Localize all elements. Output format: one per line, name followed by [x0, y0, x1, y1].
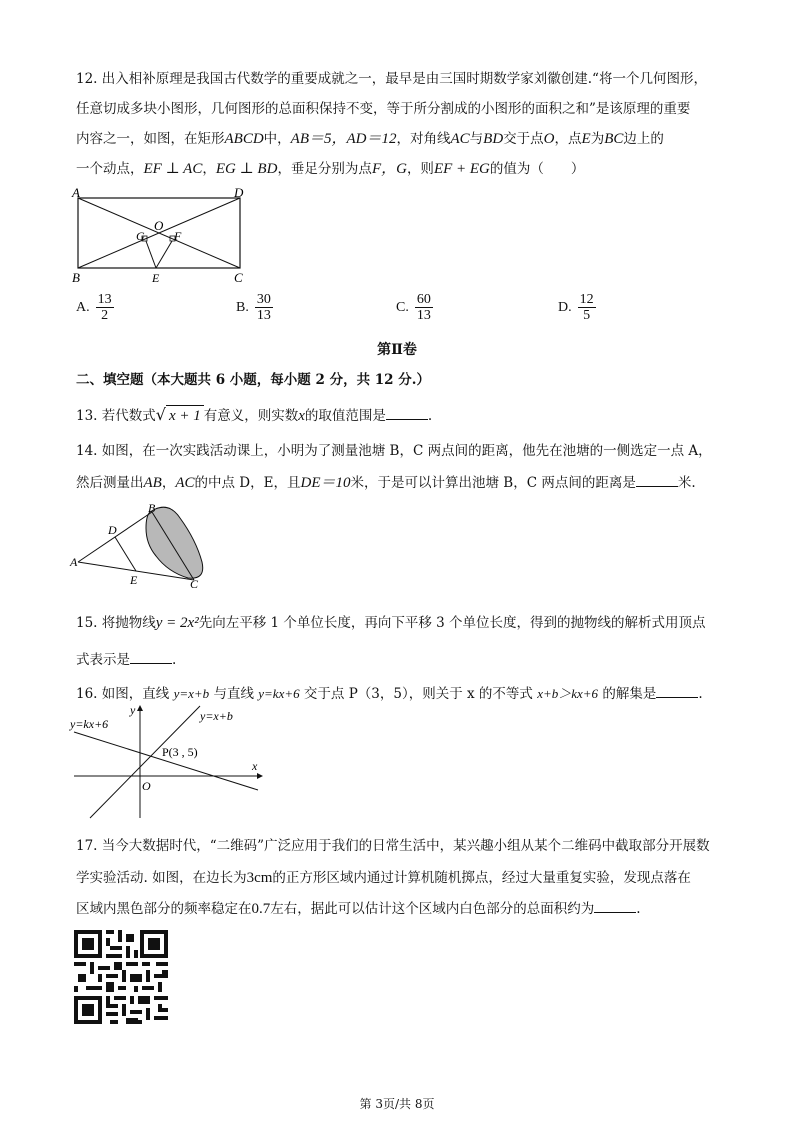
q14-line2: 然后测量出AB，AC的中点 D，E，且DE＝10米，于是可以计算出池塘 B，C 两点间的距离是 米. — [76, 472, 696, 493]
label-e: E — [152, 271, 160, 285]
label-p: P(3 , 5) — [162, 745, 198, 759]
q12-line4: 一个动点，EF ⊥ AC，EG ⊥ BD，垂足分别为点F，G，则EF + EG的值为（ ） — [76, 161, 585, 177]
label-c: C — [234, 270, 243, 285]
pond-label-c: C — [190, 577, 199, 588]
label-x: x — [252, 759, 258, 773]
q15-line2: 式表示是 . — [76, 649, 176, 670]
option-b: B. $\frac{30}{13}$ — [236, 292, 271, 323]
lines-figure — [66, 702, 276, 822]
pond-label-e: E — [130, 573, 138, 587]
q12-line2: 任意切成多块小图形，几何图形的总面积保持不变，等于所分割成的小图形的面积之和”是该原理的重要 — [76, 101, 691, 117]
label-d: D — [234, 186, 244, 200]
label-b: B — [72, 270, 80, 285]
label-y: y — [130, 703, 136, 717]
page-footer: 第 3页/共 8页 — [359, 1097, 435, 1111]
q16-line: 16. 如图，直线 y=x+b 与直线 y=kx+6 交于点 P（3，5），则关于 x 的不等式 x+b＞kx+6 的解集是 . — [76, 683, 703, 704]
q17-line1: 17. 当今大数据时代，“二维码”广泛应用于我们的日常生活中，某兴趣小组从某个二维码中截取部分开展数 — [76, 838, 710, 854]
q17-line2: 学实验活动. 如图，在边长为3cm的正方形区域内通过计算机随机掷点，经过大量重复实验，发现点落在 — [76, 870, 691, 886]
label-o: O — [154, 218, 164, 233]
option-a: A. $\frac{13}{2}$ — [76, 292, 112, 323]
q17-blank[interactable] — [594, 898, 636, 913]
pond-label-d: D — [108, 523, 117, 537]
option-d: D. $\frac{12}{5}$ — [558, 292, 594, 323]
q13-blank[interactable] — [386, 405, 428, 420]
q13-line: 13. 若代数式√ x + 1 有意义，则实数x的取值范围是 . — [76, 405, 433, 424]
label-kx6: y=kx+6 — [70, 717, 109, 731]
pond-label-b: B — [148, 501, 156, 515]
label-g: G — [136, 229, 145, 243]
pond-figure — [68, 500, 218, 588]
q14-line1: 14. 如图，在一次实践活动课上，小明为了测量池塘 B，C 两点间的距离，他先在池塘的一侧选定一点 A， — [76, 443, 712, 459]
option-c: C. $\frac{60}{13}$ — [396, 292, 431, 323]
rectangle-figure — [68, 186, 258, 286]
q16-blank[interactable] — [656, 683, 698, 698]
label-a: A — [72, 186, 80, 200]
q12-line1: 12. 出入相补原理是我国古代数学的重要成就之一，最早是由三国时期数学家刘徽创建.“将一个几何图形， — [76, 71, 707, 87]
qr-code-image — [74, 930, 168, 1024]
q17-line3: 区域内黑色部分的频率稳定在0.7左右，据此可以估计这个区域内白色部分的总面积约为 . — [76, 898, 641, 919]
q15-blank[interactable] — [130, 649, 172, 664]
label-f: F — [174, 229, 182, 243]
q12-line3: 内容之一，如图，在矩形ABCD中，AB＝5，AD＝12，对角线AC与BD交于点O，点E为BC边上的 — [76, 131, 664, 147]
label-xb: y=x+b — [200, 709, 233, 723]
part2-title: 第Ⅱ卷 — [377, 342, 417, 358]
q14-blank[interactable] — [636, 472, 678, 487]
pond-label-a: A — [70, 555, 78, 569]
q15-line1: 15. 将抛物线y = 2x²先向左平移 1 个单位长度，再向下平移 3 个单位长度，得到的抛物线的解析式用顶点 — [76, 615, 706, 631]
label-origin: O — [142, 779, 151, 793]
section2-title: 二、填空题（本大题共 6 小题，每小题 2 分，共 12 分.） — [76, 372, 430, 388]
